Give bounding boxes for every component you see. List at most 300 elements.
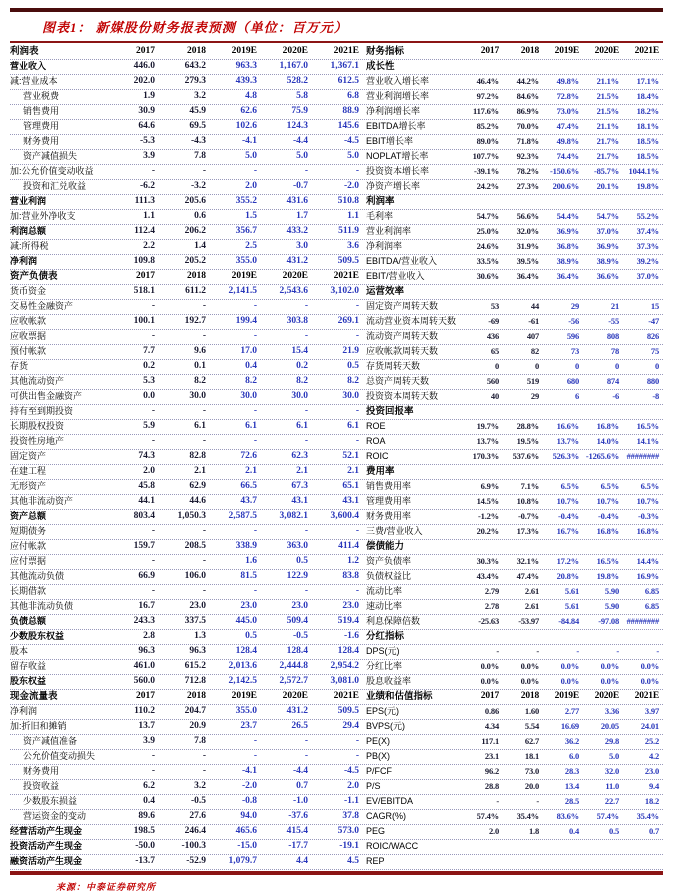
value-cell: 54.7%: [596, 211, 619, 221]
row-label-left: 净利润: [10, 706, 38, 716]
value-cell: 433.2: [286, 226, 308, 236]
value-cell: -4.5: [343, 766, 359, 776]
value-cell: 1044.1%: [628, 166, 659, 176]
table-row: [10, 840, 663, 855]
value-cell: -: [202, 526, 206, 536]
value-cell: -: [253, 436, 257, 446]
value-cell: 66.5: [240, 481, 257, 491]
value-cell: 0.4: [143, 796, 155, 806]
row-label-left: 融资活动产生现金: [10, 856, 83, 866]
value-cell: 22.7: [604, 796, 619, 806]
table-row: [10, 465, 663, 480]
value-cell: 4.2: [648, 751, 659, 761]
value-cell: 54.4%: [556, 211, 579, 221]
value-cell: -: [355, 331, 359, 341]
title-bar: [8, 12, 665, 40]
value-cell: 2,142.5: [228, 676, 257, 686]
value-cell: 6.1: [194, 421, 206, 431]
value-cell: -: [304, 331, 308, 341]
value-cell: 2018: [187, 46, 206, 56]
value-cell: 54.7%: [476, 211, 499, 221]
value-cell: 3.6: [347, 241, 359, 251]
value-cell: [621, 195, 661, 209]
value-cell: [541, 195, 581, 209]
value-cell: 2,543.6: [279, 286, 308, 296]
value-cell: -: [202, 556, 206, 566]
value-cell: -: [576, 646, 579, 656]
row-label-right: 三费/营业收入: [366, 526, 423, 536]
value-cell: -0.3%: [638, 511, 659, 521]
value-cell: 24.01: [640, 721, 659, 731]
row-label-left: 加:折旧和摊销: [10, 721, 67, 731]
value-cell: 49.8%: [556, 136, 579, 146]
table-row: [10, 540, 663, 555]
table-row: [10, 135, 663, 150]
row-label-right: 投资资本增长率: [366, 166, 430, 176]
value-cell: -0.7%: [518, 511, 539, 521]
value-cell: 69.5: [189, 121, 206, 131]
value-cell: [541, 840, 581, 854]
value-cell: 44.1: [138, 496, 155, 506]
row-label-right: EBITDA/营业收入: [366, 256, 438, 266]
table-row: [10, 105, 663, 120]
value-cell: 29: [530, 391, 539, 401]
value-cell: [581, 465, 621, 479]
table-row: [10, 780, 663, 795]
value-cell: -: [355, 166, 359, 176]
value-cell: 57.4%: [596, 811, 619, 821]
value-cell: -85.7%: [593, 166, 619, 176]
value-cell: 21.9: [342, 346, 359, 356]
value-cell: 3.9: [143, 736, 155, 746]
row-label-left: 经营活动产生现金: [10, 826, 83, 836]
row-label-right: 速动比率: [366, 601, 403, 611]
row-label-right: 费用率: [366, 466, 395, 477]
value-cell: 29: [570, 301, 579, 311]
value-cell: -: [355, 406, 359, 416]
value-cell: 16.8%: [596, 526, 619, 536]
value-cell: [621, 630, 661, 644]
table-row: [10, 150, 663, 165]
value-cell: 2020E: [594, 691, 619, 701]
value-cell: 39.2%: [636, 256, 659, 266]
row-label-right: 管理费用率: [366, 496, 412, 506]
value-cell: 5.61: [564, 601, 579, 611]
value-cell: 83.8: [342, 571, 359, 581]
value-cell: 5.0: [608, 751, 619, 761]
value-cell: -47: [648, 316, 659, 326]
value-cell: -: [151, 331, 155, 341]
value-cell: 465.6: [235, 826, 257, 836]
row-label-left: 投资性房地产: [10, 436, 65, 446]
value-cell: 3,082.1: [279, 511, 308, 521]
value-cell: 37.8: [342, 811, 359, 821]
value-cell: 6.5%: [600, 481, 619, 491]
value-cell: -: [151, 436, 155, 446]
value-cell: 106.0: [184, 571, 206, 581]
row-label-left: 财务费用: [23, 766, 60, 776]
row-label-right: 营业利润率: [366, 226, 412, 236]
value-cell: 21.5%: [596, 106, 619, 116]
value-cell: 36.8%: [556, 241, 579, 251]
value-cell: -37.6: [288, 811, 308, 821]
row-label-right: ROIC/WACC: [366, 841, 419, 851]
table-row: [10, 360, 663, 375]
table-row: [10, 255, 663, 270]
table-row: [10, 300, 663, 315]
value-cell: [581, 540, 621, 554]
value-cell: 53: [490, 301, 499, 311]
value-cell: 28.3: [564, 766, 579, 776]
value-cell: 2,444.8: [279, 661, 308, 671]
value-cell: 24.2%: [476, 181, 499, 191]
value-cell: 246.4: [184, 826, 206, 836]
value-cell: 6.85: [644, 601, 659, 611]
value-cell: -0.8: [241, 796, 257, 806]
value-cell: 0: [494, 361, 499, 371]
row-label-right: 应收帐款周转天数: [366, 346, 439, 356]
value-cell: 9.6: [194, 346, 206, 356]
value-cell: 28.5: [564, 796, 579, 806]
value-cell: 23.0: [240, 601, 257, 611]
value-cell: 2.79: [484, 586, 499, 596]
value-cell: 84.6%: [516, 91, 539, 101]
value-cell: -5.3: [139, 136, 155, 146]
value-cell: -: [304, 751, 308, 761]
row-label-left: 应付票据: [10, 556, 47, 566]
value-cell: 23.0: [342, 601, 359, 611]
value-cell: 38.9%: [556, 256, 579, 266]
row-label-left: 公允价值变动损失: [23, 751, 96, 761]
value-cell: 2018: [520, 46, 539, 56]
table-row: [10, 390, 663, 405]
value-cell: 560.0: [133, 676, 155, 686]
value-cell: 16.8%: [636, 526, 659, 536]
row-label-right: EBIT增长率: [366, 136, 414, 146]
value-cell: [461, 465, 501, 479]
chart-title: 图表1： 新媒股份财务报表预测（单位：百万元）: [42, 20, 348, 35]
value-cell: 17.3%: [516, 526, 539, 536]
row-label-left: 利润总额: [10, 226, 47, 236]
value-cell: 0.0%: [480, 676, 499, 686]
value-cell: 6.8: [347, 91, 359, 101]
value-cell: 20.8%: [556, 571, 579, 581]
value-cell: 431.2: [286, 256, 308, 266]
value-cell: 431.2: [286, 706, 308, 716]
value-cell: [501, 285, 541, 299]
value-cell: 1.4: [194, 241, 206, 251]
value-cell: 2.0: [245, 181, 257, 191]
value-cell: -: [616, 646, 619, 656]
value-cell: 44.6: [189, 496, 206, 506]
value-cell: -: [304, 586, 308, 596]
value-cell: 407: [526, 331, 539, 341]
value-cell: -: [253, 331, 257, 341]
value-cell: [581, 60, 621, 74]
value-cell: 74.3: [138, 451, 155, 461]
value-cell: 526.3%: [552, 451, 579, 461]
value-cell: 2.61: [524, 601, 539, 611]
value-cell: -: [536, 646, 539, 656]
value-cell: 36.2: [564, 736, 579, 746]
row-label-right: EBITDA增长率: [366, 121, 426, 131]
row-label-right: BVPS(元): [366, 721, 406, 731]
row-label-left: 持有至到期投资: [10, 406, 74, 416]
table-row: [10, 795, 663, 810]
value-cell: 24.6%: [476, 241, 499, 251]
value-cell: 880: [646, 376, 659, 386]
value-cell: 0.5: [608, 826, 619, 836]
value-cell: 16.6%: [556, 421, 579, 431]
value-cell: 612.5: [337, 76, 359, 86]
value-cell: 5.61: [564, 586, 579, 596]
value-cell: 6.1: [245, 421, 257, 431]
row-label-right: 负债权益比: [366, 571, 412, 581]
value-cell: 337.5: [184, 616, 206, 626]
table-row: [10, 315, 663, 330]
value-cell: 355.0: [235, 256, 257, 266]
value-cell: 21.1%: [596, 121, 619, 131]
value-cell: -: [151, 301, 155, 311]
value-cell: 16.8%: [596, 421, 619, 431]
table-row: [10, 480, 663, 495]
table-row: [10, 195, 663, 210]
table-row: [10, 180, 663, 195]
table-row: [10, 855, 663, 870]
value-cell: 28.8: [484, 781, 499, 791]
value-cell: 10.7%: [596, 496, 619, 506]
row-label-left: 现金流量表: [10, 691, 58, 702]
value-cell: 56.6%: [516, 211, 539, 221]
value-cell: [581, 630, 621, 644]
value-cell: 198.5: [133, 826, 155, 836]
value-cell: -150.6%: [549, 166, 579, 176]
row-label-right: 固定资产周转天数: [366, 301, 439, 311]
value-cell: 0.1: [194, 361, 206, 371]
value-cell: 78.2%: [516, 166, 539, 176]
table-row: [10, 660, 663, 675]
value-cell: [541, 630, 581, 644]
value-cell: 46.4%: [476, 76, 499, 86]
value-cell: 1.1: [347, 211, 359, 221]
table-row: [10, 120, 663, 135]
value-cell: 5.90: [604, 586, 619, 596]
value-cell: 47.4%: [556, 121, 579, 131]
row-label-left: 加:公允价值变动收益: [10, 166, 94, 176]
value-cell: -: [151, 526, 155, 536]
row-label-right: PE(X): [366, 736, 391, 746]
value-cell: 1.2: [347, 556, 359, 566]
value-cell: 37.3%: [636, 241, 659, 251]
row-label-left: 无形资产: [10, 481, 47, 491]
value-cell: 1.8: [528, 826, 539, 836]
value-cell: 18.4%: [636, 91, 659, 101]
value-cell: -0.5: [292, 631, 308, 641]
value-cell: -0.4%: [558, 511, 579, 521]
value-cell: 1.7: [296, 211, 308, 221]
value-cell: 96.3: [138, 646, 155, 656]
value-cell: 206.2: [184, 226, 206, 236]
value-cell: 509.5: [337, 706, 359, 716]
value-cell: 2019E: [554, 691, 579, 701]
value-cell: 2019E: [231, 271, 257, 281]
value-cell: 202.0: [133, 76, 155, 86]
row-label-right: 成长性: [366, 61, 395, 72]
value-cell: -: [536, 796, 539, 806]
value-cell: 963.3: [235, 61, 257, 71]
value-cell: 338.9: [235, 541, 257, 551]
table-row: [10, 165, 663, 180]
value-cell: 0.0%: [560, 661, 579, 671]
value-cell: 73.0%: [556, 106, 579, 116]
value-cell: 82: [530, 346, 539, 356]
value-cell: 145.6: [337, 121, 359, 131]
value-cell: 2017: [136, 691, 155, 701]
table-row: [10, 555, 663, 570]
value-cell: 20.0: [524, 781, 539, 791]
row-label-right: 销售费用率: [366, 481, 412, 491]
value-cell: 52.1: [342, 451, 359, 461]
value-cell: 57.4%: [476, 811, 499, 821]
value-cell: [461, 405, 501, 419]
row-label-right: 流动资产周转天数: [366, 331, 439, 341]
value-cell: -: [355, 751, 359, 761]
value-cell: 30.9: [138, 106, 155, 116]
value-cell: 8.2: [245, 376, 257, 386]
value-cell: 18.1%: [636, 121, 659, 131]
table-row: [10, 90, 663, 105]
value-cell: 3,102.0: [330, 286, 359, 296]
value-cell: 16.7%: [556, 526, 579, 536]
value-cell: 269.1: [337, 316, 359, 326]
value-cell: 355.2: [235, 196, 257, 206]
value-cell: 2021E: [634, 46, 659, 56]
value-cell: 2019E: [231, 691, 257, 701]
value-cell: 71.8%: [516, 136, 539, 146]
value-cell: 73: [570, 346, 579, 356]
value-cell: 23.0: [644, 766, 659, 776]
value-cell: 431.6: [286, 196, 308, 206]
value-cell: 2.5: [245, 241, 257, 251]
value-cell: -39.1%: [473, 166, 499, 176]
value-cell: 82.8: [189, 451, 206, 461]
row-label-left: 应付帐款: [10, 541, 47, 551]
value-cell: -: [496, 796, 499, 806]
value-cell: 122.9: [286, 571, 308, 581]
row-label-right: CAGR(%): [366, 811, 406, 821]
value-cell: 445.0: [235, 616, 257, 626]
value-cell: 43.1: [291, 496, 308, 506]
row-label-right: 股息收益率: [366, 676, 412, 686]
table-row: [10, 690, 663, 705]
value-cell: 1.5: [245, 211, 257, 221]
row-label-left: 可供出售金融资产: [10, 391, 83, 401]
row-label-left: 营业收入: [10, 61, 47, 71]
value-cell: 36.9%: [596, 241, 619, 251]
value-cell: 96.3: [189, 646, 206, 656]
value-cell: 65.1: [342, 481, 359, 491]
value-cell: 2.0: [347, 781, 359, 791]
value-cell: 30.6%: [476, 271, 499, 281]
row-label-right: REP: [366, 856, 385, 866]
value-cell: 5.54: [524, 721, 539, 731]
value-cell: 5.0: [245, 151, 257, 161]
value-cell: -53.97: [518, 616, 539, 626]
row-label-right: 偿债能力: [366, 541, 405, 552]
value-cell: -: [304, 436, 308, 446]
value-cell: -: [656, 646, 659, 656]
table-row: [10, 720, 663, 735]
value-cell: 88.9: [342, 106, 359, 116]
value-cell: 436: [486, 331, 499, 341]
value-cell: 55.2%: [636, 211, 659, 221]
row-label-left: 在建工程: [10, 466, 47, 476]
value-cell: 18.5%: [636, 136, 659, 146]
row-label-left: 股本: [10, 646, 29, 656]
value-cell: [581, 405, 621, 419]
value-cell: -0.4%: [598, 511, 619, 521]
value-cell: 38.9%: [596, 256, 619, 266]
value-cell: 75: [650, 346, 659, 356]
value-cell: 75.9: [291, 106, 308, 116]
value-cell: 72.6: [240, 451, 257, 461]
value-cell: -52.9: [186, 856, 206, 866]
value-cell: 5.9: [143, 421, 155, 431]
value-cell: 20.2%: [476, 526, 499, 536]
value-cell: 1,050.3: [177, 511, 206, 521]
value-cell: 2018: [187, 271, 206, 281]
value-cell: [541, 405, 581, 419]
value-cell: 128.4: [286, 646, 308, 656]
value-cell: -: [304, 406, 308, 416]
value-cell: 611.2: [185, 286, 206, 296]
row-label-left: 存货: [10, 361, 29, 371]
value-cell: ########: [626, 451, 659, 461]
value-cell: 40: [490, 391, 499, 401]
value-cell: 712.8: [184, 676, 206, 686]
row-label-left: 长期股权投资: [10, 421, 65, 431]
row-label-right: 投资资本周转天数: [366, 391, 439, 401]
value-cell: 16.5%: [596, 556, 619, 566]
value-cell: 7.8: [194, 736, 206, 746]
value-cell: 1.9: [143, 91, 155, 101]
value-cell: 23.7: [240, 721, 257, 731]
value-cell: 74.4%: [556, 151, 579, 161]
value-cell: 85.2%: [476, 121, 499, 131]
table-row: [10, 405, 663, 420]
value-cell: 0.5: [347, 361, 359, 371]
value-cell: -: [151, 166, 155, 176]
value-cell: 2020E: [594, 46, 619, 56]
value-cell: 0.0%: [600, 676, 619, 686]
value-cell: 32.0%: [516, 226, 539, 236]
value-cell: 65: [490, 346, 499, 356]
value-cell: -4.4: [292, 766, 308, 776]
value-cell: -: [355, 436, 359, 446]
value-cell: 509.4: [286, 616, 308, 626]
row-label-right: P/S: [366, 781, 381, 791]
row-label-left: 减:营业成本: [10, 76, 58, 86]
value-cell: 528.2: [286, 76, 308, 86]
value-cell: ########: [626, 616, 659, 626]
row-label-right: ROA: [366, 436, 386, 446]
value-cell: [501, 540, 541, 554]
table-row: [10, 615, 663, 630]
row-label-left: 加:营业外净收支: [10, 211, 76, 221]
table-row: [10, 420, 663, 435]
value-cell: [581, 195, 621, 209]
value-cell: 10.8%: [516, 496, 539, 506]
